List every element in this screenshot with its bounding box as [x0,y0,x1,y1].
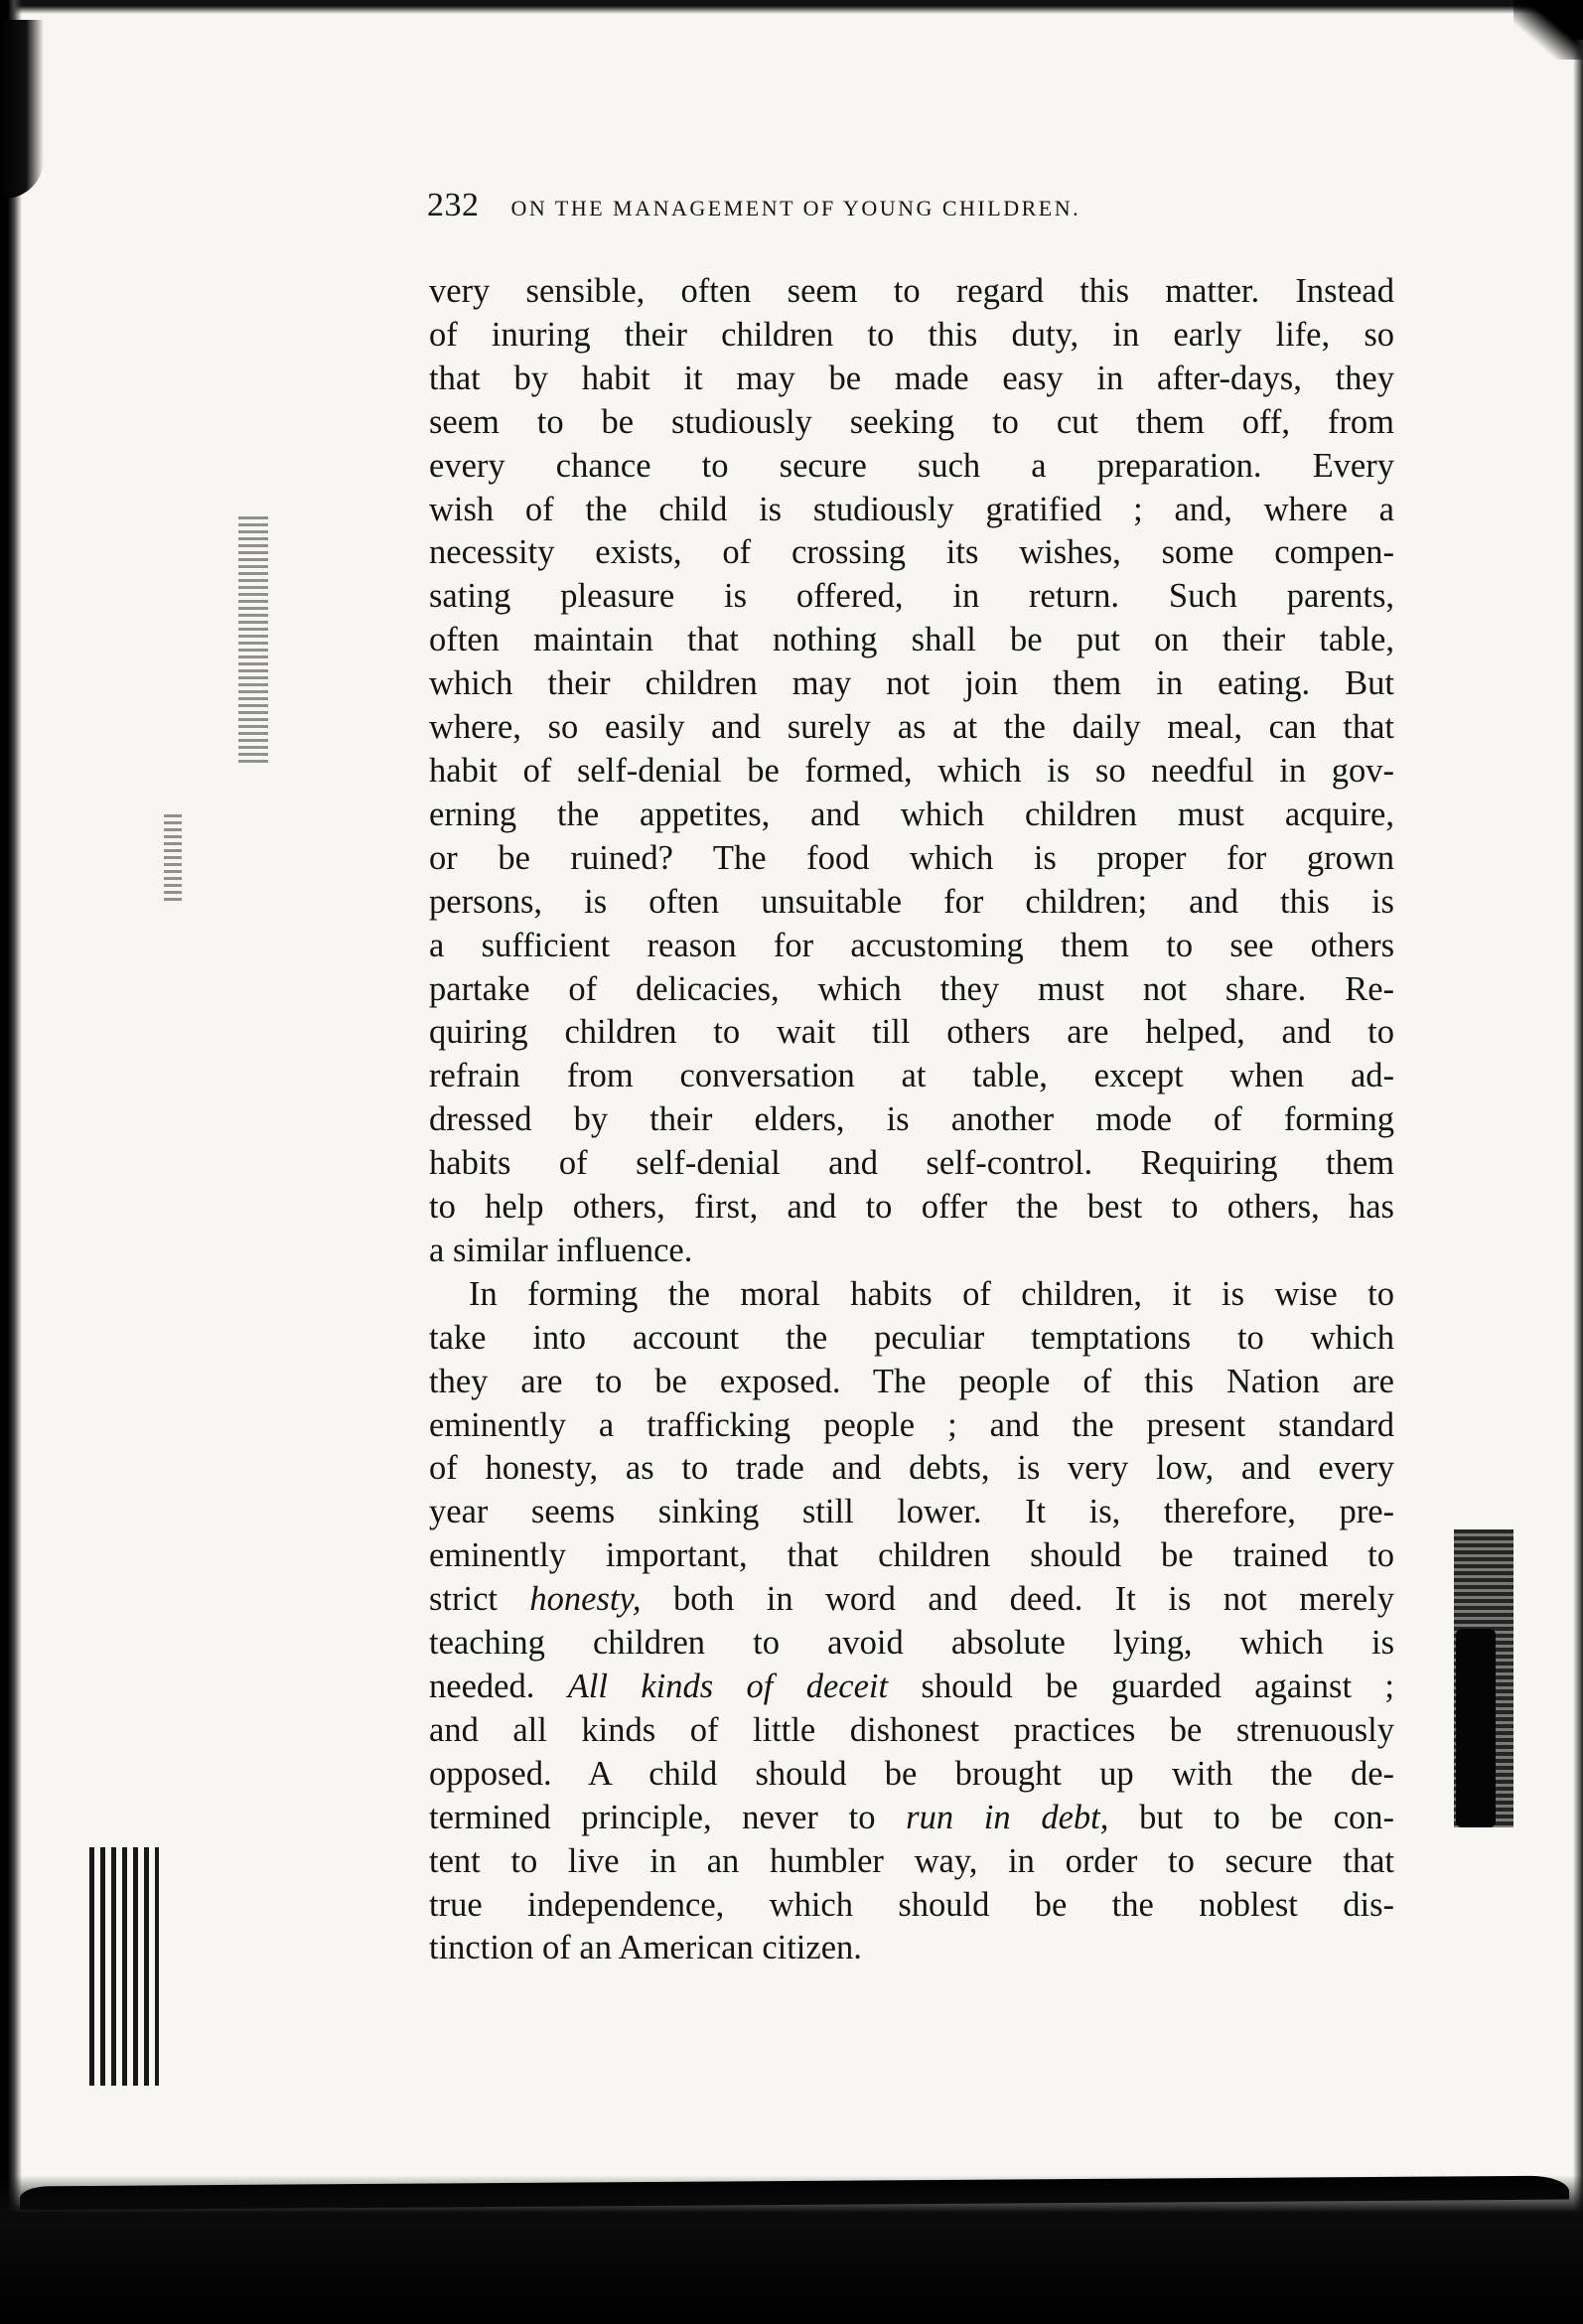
text-line: take into account the peculiar temptations to which [429,1318,1394,1357]
text-line: persons, is often unsuitable for children; and this is [429,882,1394,921]
text-line: tinction of an American citizen. [429,1929,862,1967]
show-through-left [164,814,182,904]
text-line: habit of self-denial be formed, which is so needful in gov- [429,751,1394,790]
text-line: true independence, which should be the noblest dis- [429,1885,1394,1924]
text-line: wish of the child is studiously gratified ; and, where a [429,490,1394,528]
running-head-title: ON THE MANAGEMENT OF YOUNG CHILDREN. [510,196,1081,220]
text-line: habits of self-denial and self-control. Requiring them [429,1144,1394,1183]
scan-edge-top [0,0,1583,14]
text-line: year seems sinking still lower. It is, therefore, pre- [429,1493,1394,1531]
scan-edge-left [0,0,22,2324]
text-line: they are to be exposed. The people of this Nation are [429,1362,1394,1400]
text-line [429,1797,1394,1840]
text-segment: needed. [429,1668,568,1705]
scan-edge-bottom [0,2175,1583,2324]
text-line: teaching children to avoid absolute lying, which is [429,1624,1394,1663]
text-line: erning the appetites, and which children must acquire, [429,795,1394,833]
text-line: partake of delicacies, which they must not share. Re- [429,969,1394,1008]
text-line: often maintain that nothing shall be put on their table, [429,621,1394,659]
scan-edge-right [1573,40,1583,2225]
text-line [429,1666,1394,1709]
show-through-left [238,516,268,765]
text-line: which their children may not join them in eating. But [429,664,1394,703]
text-line: where, so easily and surely as at the daily meal, can that [429,708,1394,747]
text-line: dressed by their elders, is another mode of forming [429,1100,1394,1139]
text-segment: termined principle, never to [429,1798,907,1836]
text-segment: should be guarded against ; [888,1668,1394,1705]
text-line: seem to be studiously seeking to cut them off, from [429,402,1394,441]
text-line: to help others, first, and to offer the best to others, has [429,1188,1394,1227]
text-line: quiring children to wait till others are helped, and to [429,1013,1394,1052]
text-line: very sensible, often seem to regard this matter. Instead [429,272,1394,310]
paragraph [429,270,1394,1273]
show-through-bottom-left [89,1847,159,2086]
text-line: that by habit it may be made easy in after-days, they [429,359,1394,397]
text-line: of honesty, as to trade and debts, is very low, and every [429,1449,1394,1488]
italic-emphasis: run in debt, [906,1798,1109,1836]
page-number: 232 [427,187,480,223]
text-line: sating pleasure is offered, in return. Such parents, [429,577,1394,616]
text-line: In forming the moral habits of children, it is wise to [469,1274,1394,1313]
text-line: or be ruined? The food which is proper for grown [429,838,1394,877]
paragraph [429,1273,1394,1971]
scan-blot-left [0,20,44,199]
text-line: every chance to secure such a preparation. Every [429,446,1394,485]
text-line: opposed. A child should be brought up with the de- [429,1754,1394,1793]
text-segment: but to be con- [1108,1798,1394,1836]
text-line: a sufficient reason for accustoming them to see others [429,926,1394,964]
text-line: tent to live in an humbler way, in order to secure that [429,1841,1394,1880]
italic-emphasis: All kinds of deceit [567,1668,889,1705]
text-line: and all kinds of little dishonest practices be strenuously [429,1710,1394,1749]
ink-blot-right [1456,1629,1496,1827]
text-line: eminently important, that children should be trained to [429,1536,1394,1575]
running-head [427,187,1400,224]
italic-emphasis: honesty, [529,1580,642,1619]
text-line: refrain from conversation at table, except when ad- [429,1057,1394,1095]
text-segment: strict [429,1580,530,1619]
text-line [429,1578,1394,1622]
text-line: a similar influence. [429,1231,693,1269]
body-text [429,270,1394,1970]
text-line: necessity exists, of crossing its wishes, some compen- [429,533,1394,572]
text-line: eminently a trafficking people ; and the present standard [429,1405,1394,1444]
text-segment: both in word and deed. It is not merely [641,1580,1395,1619]
text-line: of inuring their children to this duty, in early life, so [429,315,1394,354]
